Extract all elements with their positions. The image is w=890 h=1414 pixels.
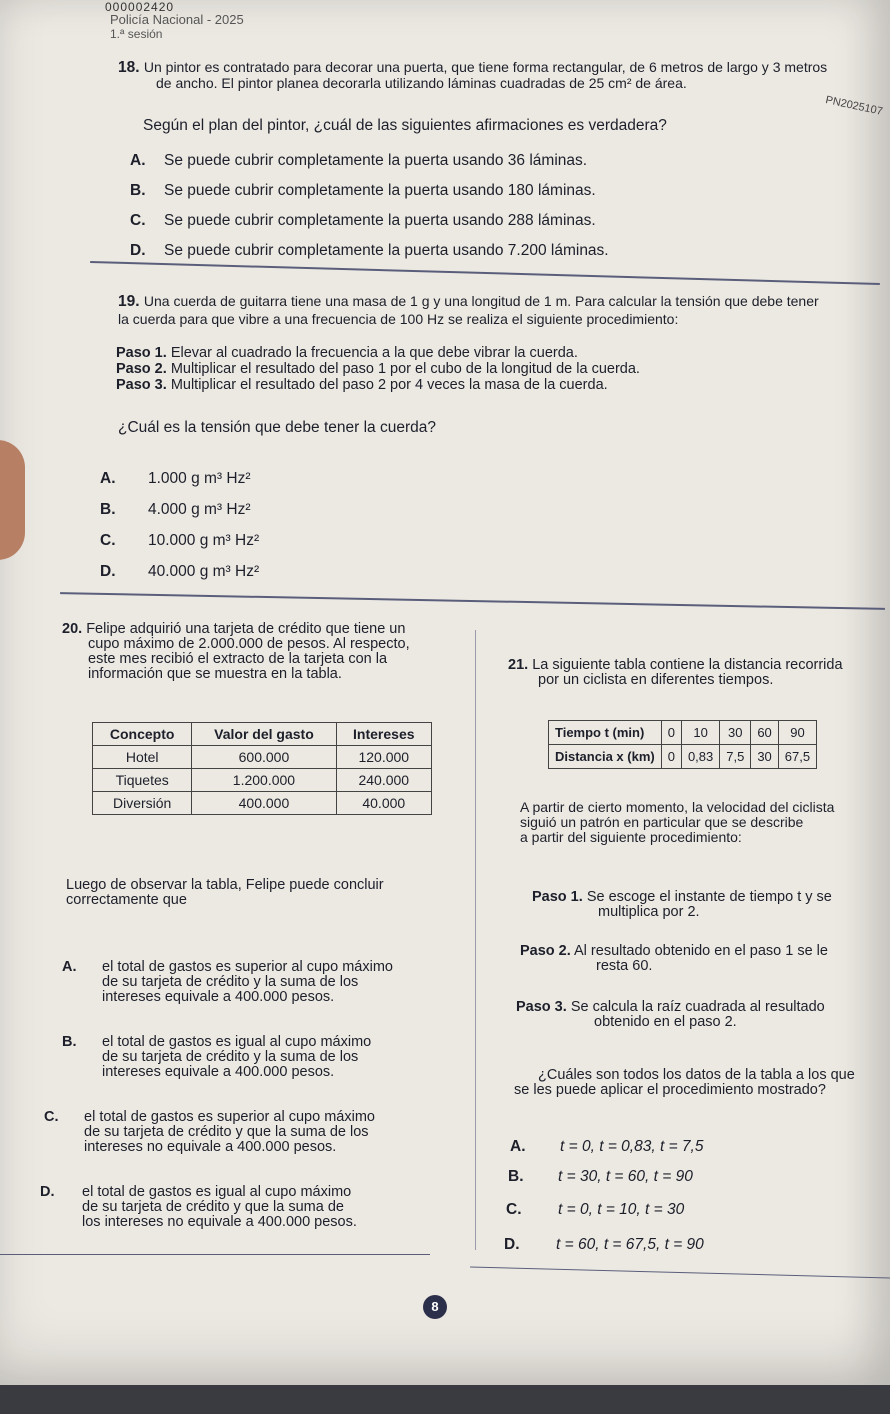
option-line: de su tarjeta de crédito y que la suma de los xyxy=(84,1124,369,1140)
option-letter: B. xyxy=(130,182,146,199)
option-letter: C. xyxy=(506,1201,522,1218)
table-cell: 400.000 xyxy=(192,792,336,815)
q18-line1: Un pintor es contratado para decorar una puerta, que tiene forma rectangular, de 6 metros de largo y 3 metros xyxy=(143,59,828,75)
side-code: PN2025107 xyxy=(824,94,884,118)
table-cell: 0 xyxy=(661,745,681,769)
option-text: t = 0, t = 10, t = 30 xyxy=(558,1201,685,1218)
step-label: Paso 3. xyxy=(116,377,167,393)
table-cell: Diversión xyxy=(93,792,192,815)
q21-line: por un ciclista en diferentes tiempos. xyxy=(538,672,774,688)
option-text: t = 60, t = 67,5, t = 90 xyxy=(556,1236,704,1253)
step-text: Se escoge el instante de tiempo t y se xyxy=(586,889,832,905)
q21-option-d[interactable] xyxy=(504,1236,704,1254)
q21-context xyxy=(520,800,834,845)
q19-step-1 xyxy=(116,346,578,361)
option-text: 4.000 g m³ Hz² xyxy=(148,501,251,518)
q21-number: 21. xyxy=(508,657,529,673)
step-text: Elevar al cuadrado la frecuencia a la que debe vibrar la cuerda. xyxy=(170,345,578,361)
option-letter: B. xyxy=(62,1034,77,1050)
q19-number: 19. xyxy=(118,293,140,310)
q21-question-line: se les puede aplicar el procedimiento mostrado? xyxy=(514,1082,826,1098)
q21-option-a[interactable] xyxy=(510,1138,703,1156)
q20-line: Felipe adquirió una tarjeta de crédito que tiene un xyxy=(86,621,406,637)
page-number: 8 xyxy=(423,1295,447,1319)
q18-option-b[interactable] xyxy=(130,182,596,200)
table-cell: 600.000 xyxy=(192,746,336,769)
q21-line: La siguiente tabla contiene la distancia recorrida xyxy=(532,657,843,673)
option-letter: A. xyxy=(62,959,77,975)
q21-context-line: siguió un patrón en particular que se describe xyxy=(520,814,804,830)
q20-option-b[interactable] xyxy=(62,1035,452,1080)
table-cell: 30 xyxy=(720,721,751,745)
step-label: Paso 2. xyxy=(520,943,571,959)
table-cell: 90 xyxy=(778,721,816,745)
q21-option-c[interactable] xyxy=(506,1201,684,1219)
q19-option-c[interactable] xyxy=(100,532,259,550)
table-cell: 60 xyxy=(751,721,778,745)
step-text: Multiplicar el resultado del paso 2 por 4 veces la masa de la cuerda. xyxy=(170,377,608,393)
divider xyxy=(90,261,880,285)
option-text: Se puede cubrir completamente la puerta usando 7.200 láminas. xyxy=(164,242,609,259)
q20-question xyxy=(66,878,384,908)
option-line: el total de gastos es igual al cupo máximo xyxy=(102,1034,372,1050)
option-letter: A. xyxy=(100,470,116,487)
step-text: multiplica por 2. xyxy=(598,904,700,920)
option-line: el total de gastos es igual al cupo máximo xyxy=(82,1184,352,1200)
q21-question xyxy=(514,1068,855,1098)
option-line: los intereses no equivale a 400.000 pesos. xyxy=(82,1214,357,1230)
q18-line2: de ancho. El pintor planea decorarla utilizando láminas cuadradas de 25 cm² de área. xyxy=(156,75,687,91)
q18-question: Según el plan del pintor, ¿cuál de las siguientes afirmaciones es verdadera? xyxy=(143,117,667,134)
q21-context-line: a partir del siguiente procedimiento: xyxy=(520,829,742,845)
option-letter: A. xyxy=(510,1138,526,1155)
q19-option-d[interactable] xyxy=(100,563,259,581)
q21-step-3 xyxy=(516,1000,825,1030)
q20-question-line: correctamente que xyxy=(66,892,187,908)
table-cell: 1.200.000 xyxy=(192,769,336,792)
q20-line: cupo máximo de 2.000.000 de pesos. Al respecto, xyxy=(88,636,410,652)
table-row xyxy=(93,769,432,792)
option-text: 1.000 g m³ Hz² xyxy=(148,470,251,487)
option-text: Se puede cubrir completamente la puerta usando 180 láminas. xyxy=(164,182,596,199)
column-divider xyxy=(475,630,476,1250)
table-cell: Hotel xyxy=(93,746,192,769)
q21-context-line: A partir de cierto momento, la velocidad del ciclista xyxy=(520,799,835,815)
option-letter: D. xyxy=(130,242,146,259)
q20-question-line: Luego de observar la tabla, Felipe puede concluir xyxy=(66,877,384,893)
step-text: Se calcula la raíz cuadrada al resultado xyxy=(570,999,825,1015)
table-cell: 10 xyxy=(681,721,719,745)
q20-line: este mes recibió el extracto de la tarjeta con la xyxy=(88,651,388,667)
step-label: Paso 1. xyxy=(532,889,583,905)
table-cell: 40.000 xyxy=(336,792,431,815)
step-label: Paso 3. xyxy=(516,999,567,1015)
option-line: de su tarjeta de crédito y que la suma de xyxy=(82,1199,344,1215)
table-header-row xyxy=(93,723,432,746)
q19-step-2 xyxy=(116,362,640,377)
divider xyxy=(470,1267,890,1279)
option-letter: B. xyxy=(100,501,116,518)
table-header: Valor del gasto xyxy=(192,723,336,746)
q18-option-a[interactable] xyxy=(130,152,587,170)
q19-option-a[interactable] xyxy=(100,470,251,488)
q20-option-a[interactable] xyxy=(62,960,452,1005)
table-cell: 240.000 xyxy=(336,769,431,792)
option-text: Se puede cubrir completamente la puerta usando 36 láminas. xyxy=(164,152,588,169)
option-line: intereses equivale a 400.000 pesos. xyxy=(102,1064,335,1080)
q20-stem xyxy=(62,622,410,682)
option-line: intereses no equivale a 400.000 pesos. xyxy=(84,1139,337,1155)
table-cell: 67,5 xyxy=(778,745,816,769)
option-line: de su tarjeta de crédito y la suma de los xyxy=(102,974,359,990)
q21-option-b[interactable] xyxy=(508,1168,693,1186)
q19-step-3 xyxy=(116,378,608,393)
step-label: Paso 1. xyxy=(116,345,167,361)
q21-stem xyxy=(508,658,843,688)
table-row xyxy=(93,792,432,815)
option-text: 40.000 g m³ Hz² xyxy=(148,563,260,580)
table-row xyxy=(549,721,817,745)
q19-option-b[interactable] xyxy=(100,501,251,519)
q19-line2: la cuerda para que vibre a una frecuencia de 100 Hz se realiza el siguiente procedimiento: xyxy=(118,311,679,327)
option-letter: A. xyxy=(130,152,146,169)
step-text: Al resultado obtenido en el paso 1 se le xyxy=(574,943,828,959)
table-cell: 0,83 xyxy=(681,745,719,769)
step-text: Multiplicar el resultado del paso 1 por el cubo de la longitud de la cuerda. xyxy=(170,361,640,377)
q21-step-2 xyxy=(520,944,828,974)
option-line: el total de gastos es superior al cupo máximo xyxy=(84,1109,375,1125)
option-text: t = 0, t = 0,83, t = 7,5 xyxy=(560,1138,704,1155)
option-text: 10.000 g m³ Hz² xyxy=(148,532,260,549)
q21-step-1 xyxy=(532,890,832,920)
page-code: 000002420 xyxy=(105,0,175,14)
table-cell: 0 xyxy=(661,721,681,745)
table-cell: Tiquetes xyxy=(93,769,192,792)
q21-question-line: ¿Cuáles son todos los datos de la tabla a los que xyxy=(538,1067,855,1083)
option-line: el total de gastos es superior al cupo máximo xyxy=(102,959,393,975)
q21-table xyxy=(548,720,817,769)
finger xyxy=(0,440,25,560)
step-label: Paso 2. xyxy=(116,361,167,377)
exam-title: Policía Nacional - 2025 xyxy=(110,12,244,27)
step-text: obtenido en el paso 2. xyxy=(594,1014,737,1030)
table-row xyxy=(93,746,432,769)
session-label: 1.ª sesión xyxy=(110,27,163,41)
q19-question: ¿Cuál es la tensión que debe tener la cuerda? xyxy=(118,419,436,436)
option-letter: C. xyxy=(100,532,116,549)
q18-stem xyxy=(118,60,838,75)
option-letter: C. xyxy=(44,1109,59,1125)
divider xyxy=(60,592,885,609)
q19-stem xyxy=(118,294,878,309)
table-row xyxy=(549,745,817,769)
option-line: intereses equivale a 400.000 pesos. xyxy=(102,989,335,1005)
table-header: Intereses xyxy=(336,723,431,746)
option-text: t = 30, t = 60, t = 90 xyxy=(558,1168,693,1185)
table-header: Concepto xyxy=(93,723,192,746)
q18-option-c[interactable] xyxy=(130,212,596,230)
table-row-header: Tiempo t (min) xyxy=(549,721,662,745)
q20-option-d[interactable] xyxy=(40,1185,460,1230)
q18-number: 18. xyxy=(118,59,140,76)
table-cell: 30 xyxy=(751,745,778,769)
step-text: resta 60. xyxy=(596,958,653,974)
q20-table xyxy=(92,722,432,815)
table-cell: 7,5 xyxy=(720,745,751,769)
option-letter: D. xyxy=(40,1184,55,1200)
table-cell: 120.000 xyxy=(336,746,431,769)
option-letter: D. xyxy=(100,563,116,580)
q20-line: información que se muestra en la tabla. xyxy=(88,666,342,682)
q19-line1: Una cuerda de guitarra tiene una masa de 1 g y una longitud de 1 m. Para calcular la tensión que debe tener xyxy=(143,293,819,309)
option-text: Se puede cubrir completamente la puerta usando 288 láminas. xyxy=(164,212,596,229)
divider xyxy=(0,1254,430,1255)
q18-option-d[interactable] xyxy=(130,242,609,260)
option-line: de su tarjeta de crédito y la suma de los xyxy=(102,1049,359,1065)
option-letter: C. xyxy=(130,212,146,229)
q20-option-c[interactable] xyxy=(44,1110,454,1155)
q20-number: 20. xyxy=(62,621,83,637)
table-row-header: Distancia x (km) xyxy=(549,745,662,769)
option-letter: D. xyxy=(504,1236,520,1253)
option-letter: B. xyxy=(508,1168,524,1185)
